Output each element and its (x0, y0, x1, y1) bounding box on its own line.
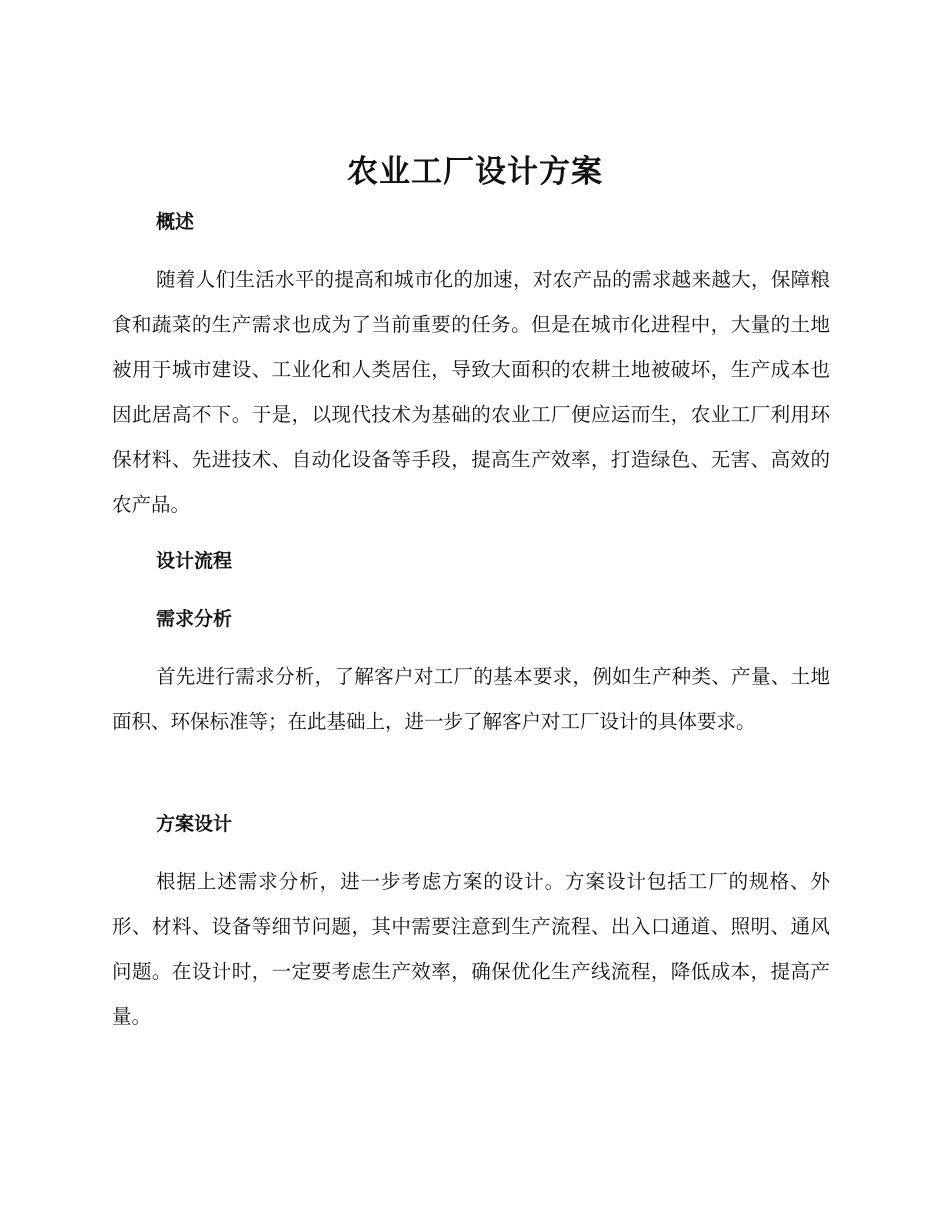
section-heading-design-process: 设计流程 (156, 550, 233, 572)
section-heading-requirements-analysis: 需求分析 (156, 608, 233, 630)
paragraph-requirements-analysis: 首先进行需求分析，了解客户对工厂的基本要求，例如生产种类、产量、土地面积、环保标准等；在此基础上，进一步了解客户对工厂设计的具体要求。 (112, 665, 830, 733)
document-title: 农业工厂设计方案 (347, 154, 603, 190)
paragraph-overview: 随着人们生活水平的提高和城市化的加速，对农产品的需求越来越大，保障粮食和蔬菜的生产需求也成为了当前重要的任务。但是在城市化进程中，大量的土地被用于城市建设、工业化和人类居住，导致大面积的农耕土地被破坏，生产成本也因此居高不下。于是，以现代技术为基础的农业工厂便应运而生，农业工厂利用环保材料、先进技术、自动化设备等手段，提高生产效率，打造绿色、无害、高效的农产品。 (112, 268, 830, 516)
section-heading-solution-design: 方案设计 (156, 813, 233, 835)
paragraph-solution-design: 根据上述需求分析，进一步考虑方案的设计。方案设计包括工厂的规格、外形、材料、设备等细节问题，其中需要注意到生产流程、出入口通道、照明、通风问题。在设计时，一定要考虑生产效率，确保优化生产线流程，降低成本，提高产量。 (112, 870, 830, 1028)
section-heading-overview: 概述 (156, 211, 195, 233)
